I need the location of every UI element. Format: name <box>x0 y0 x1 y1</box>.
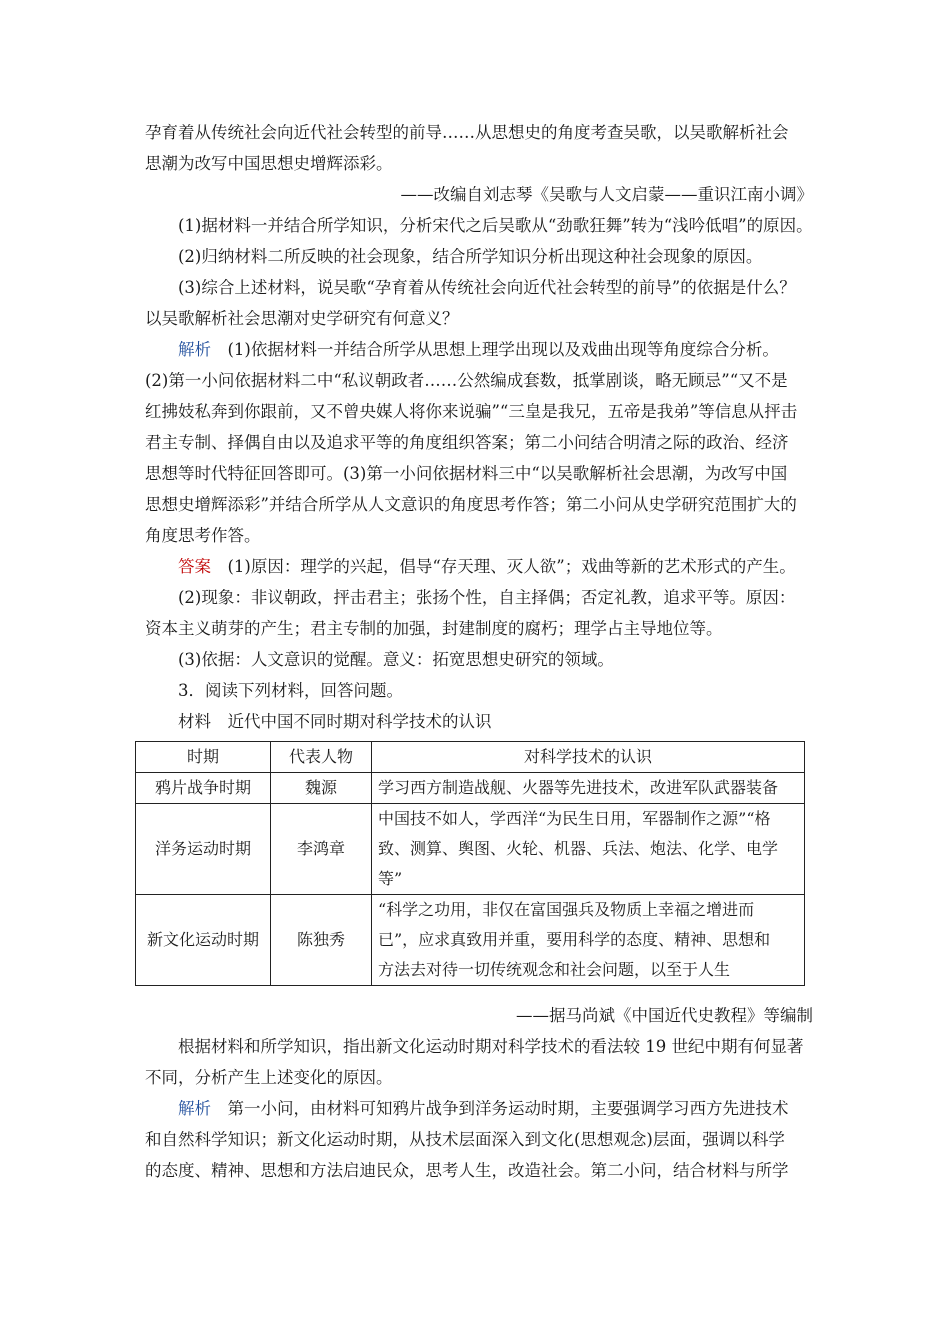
analysis-paragraph <box>145 334 813 365</box>
analysis-line: 第一小问，由材料可知鸦片战争到洋务运动时期，主要强调学习西方先进技术 <box>227 1099 789 1118</box>
analysis-line: 君主专制、择偶自由以及追求平等的角度组织答案；第二小问结合明清之际的政治、经济 <box>145 433 789 452</box>
person-cell: 李鸿章 <box>271 804 372 895</box>
science-view-table <box>135 741 805 986</box>
table-header: 时期 <box>136 742 271 773</box>
view-line: “科学之功用，非仅在富国强兵及物质上幸福之增进而 <box>378 900 755 919</box>
view-cell <box>372 773 805 804</box>
question-3: (3)综合上述材料，说吴歌“孕育着从传统社会向近代社会转型的前导”的依据是什么？ <box>178 278 796 297</box>
analysis-tag: 解析 <box>178 340 211 359</box>
answer-line: (3)依据：人文意识的觉醒。意义：拓宽思想史研究的领域。 <box>178 650 614 669</box>
question-3-cont: 以吴歌解析社会思潮对史学研究有何意义？ <box>145 309 459 328</box>
source-citation: ——据马尚斌《中国近代史教程》等编制 <box>516 1006 813 1025</box>
material-text-line: 思潮为改写中国思想史增辉添彩。 <box>145 154 393 173</box>
table-header-row <box>136 742 805 773</box>
material-caption: 材料 近代中国不同时期对科学技术的认识 <box>178 712 492 731</box>
answer-paragraph <box>145 551 813 582</box>
view-cell <box>372 895 805 986</box>
view-line: 方法去对待一切传统观念和社会问题，以至于人生 <box>378 960 731 979</box>
table-row <box>136 895 805 986</box>
analysis-line: (2)第一小问依据材料二中“私议朝政者……公然编成套数，抵掌剧谈，略无顾忌”“又不是 <box>145 371 788 390</box>
material-text-line: 孕育着从传统社会向近代社会转型的前导……从思想史的角度考查吴歌，以吴歌解析社会 <box>145 123 789 142</box>
period-cell: 新文化运动时期 <box>136 895 271 986</box>
view-line: 致、测算、舆图、火轮、机器、兵法、炮法、化学、电学 <box>378 839 779 858</box>
answer-line: (1)原因：理学的兴起，倡导“存天理、灭人欲”；戏曲等新的艺术形式的产生。 <box>227 557 796 576</box>
period-cell: 鸦片战争时期 <box>136 773 271 804</box>
question-1: (1)据材料一并结合所学知识，分析宋代之后吴歌从“劲歌狂舞”转为“浅吟低唱”的原因。 <box>178 216 813 235</box>
answer-line: (2)现象：非议朝政，抨击君主；张扬个性，自主择偶；否定礼教，追求平等。原因： <box>178 588 796 607</box>
document-page <box>145 117 813 1186</box>
source-citation: ——改编自刘志琴《吴歌与人文启蒙——重识江南小调》 <box>400 185 813 204</box>
table-row <box>136 804 805 895</box>
period-cell: 洋务运动时期 <box>136 804 271 895</box>
analysis-tag: 解析 <box>178 1099 211 1118</box>
question-heading: 3．阅读下列材料，回答问题。 <box>178 681 403 700</box>
question-text: 不同，分析产生上述变化的原因。 <box>145 1068 393 1087</box>
table-row <box>136 773 805 804</box>
question-text: 根据材料和所学知识，指出新文化运动时期对科学技术的看法较 19 世纪中期有何显著 <box>178 1037 804 1056</box>
analysis-paragraph <box>145 1093 813 1124</box>
person-cell: 魏源 <box>271 773 372 804</box>
answer-tag: 答案 <box>178 557 211 576</box>
view-line: 学习西方制造战舰、火器等先进技术，改进军队武器装备 <box>378 778 779 797</box>
view-cell <box>372 804 805 895</box>
person-cell: 陈独秀 <box>271 895 372 986</box>
analysis-line: (1)依据材料一并结合所学从思想上理学出现以及戏曲出现等角度综合分析。 <box>227 340 779 359</box>
view-line: 中国技不如人，学西洋“为民生日用，军器制作之源”“格 <box>378 809 771 828</box>
analysis-line: 和自然科学知识；新文化运动时期，从技术层面深入到文化(思想观念)层面，强调以科学 <box>145 1130 785 1149</box>
answer-line: 资本主义萌芽的产生；君主专制的加强，封建制度的腐朽；理学占主导地位等。 <box>145 619 723 638</box>
analysis-line: 思想等时代特征回答即可。(3)第一小问依据材料三中“以吴歌解析社会思潮，为改写中国 <box>145 464 788 483</box>
view-line: 已”，应求真致用并重，要用科学的态度、精神、思想和 <box>378 930 771 949</box>
analysis-line: 角度思考作答。 <box>145 526 261 545</box>
view-line: 等” <box>378 869 403 888</box>
analysis-line: 思想史增辉添彩”并结合所学从人文意识的角度思考作答；第二小问从史学研究范围扩大的 <box>145 495 797 514</box>
analysis-line: 的态度、精神、思想和方法启迪民众，思考人生，改造社会。第二小问，结合材料与所学 <box>145 1161 789 1180</box>
table-header: 代表人物 <box>271 742 372 773</box>
table-header: 对科学技术的认识 <box>372 742 805 773</box>
question-2: (2)归纳材料二所反映的社会现象，结合所学知识分析出现这种社会现象的原因。 <box>178 247 763 266</box>
analysis-line: 红拂妓私奔到你跟前，又不曾央媒人将你来说骗”“三皇是我兄，五帝是我弟”等信息从抨击 <box>145 402 798 421</box>
